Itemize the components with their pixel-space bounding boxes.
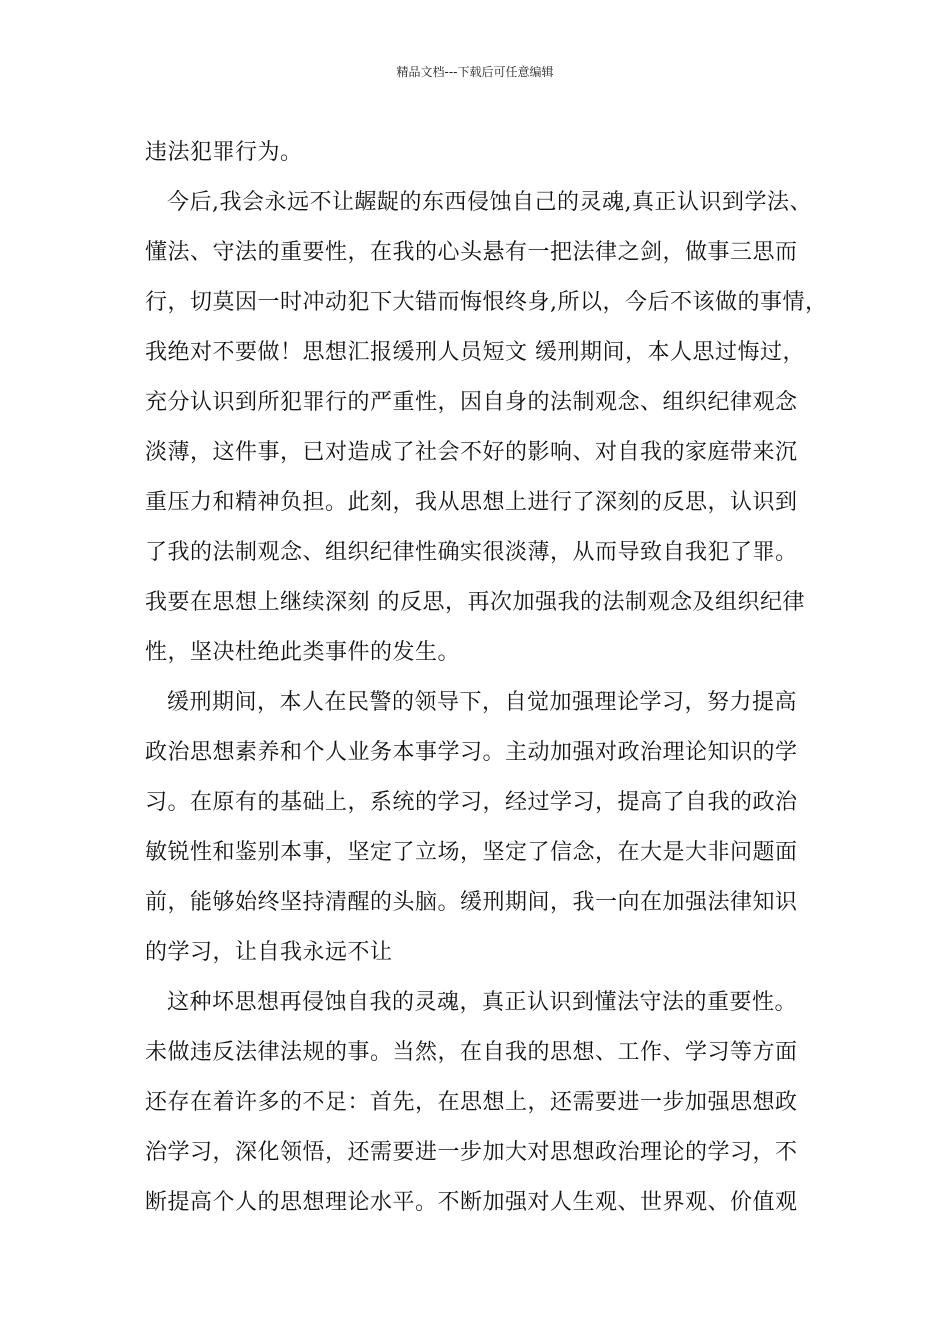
text-line: 前，能够始终坚持清醒的头脑。缓刑期间，我一向在加强法律知识 [145,890,798,915]
text-line: 淡薄，这件事，已对造成了社会不好的影响、对自我的家庭带来沉 [145,440,798,465]
text-line: 性，坚决杜绝此类事件的发生。 [145,640,461,665]
page-header: 精品文档---下载后可任意编辑 [396,65,554,79]
text-line: 了我的法制观念、组织纪律性确实很淡薄，从而导致自我犯了罪。 [145,540,798,565]
text-line: 敏锐性和鉴别本事，坚定了立场，坚定了信念，在大是大非问题面 [145,840,798,865]
text-line: 缓刑期间，本人在民警的领导下，自觉加强理论学习，努力提高 [167,690,798,715]
text-line: 懂法、守法的重要性，在我的心头悬有一把法律之剑，做事三思而 [145,240,798,265]
text-line: 我绝对不要做！思想汇报缓刑人员短文 缓刑期间，本人思过悔过， [145,340,805,365]
text-line: 充分认识到所犯罪行的严重性，因自身的法制观念、组织纪律观念 [145,390,798,415]
document-body [145,128,828,1228]
text-line: 我要在思想上继续深刻 的反思，再次加强我的法制观念及组织纪律 [145,590,805,615]
text-line: 断提高个人的思想理论水平。不断加强对人生观、世界观、价值观 [145,1190,798,1215]
text-line: 还存在着许多的不足：首先，在思想上，还需要进一步加强思想政 [145,1090,798,1115]
text-line: 今后,我会永远不让龌龊的东西侵蚀自己的灵魂,真正认识到学法、 [167,190,812,215]
text-line: 行，切莫因一时冲动犯下大错而悔恨终身,所以，今后不该做的事情， [145,290,828,315]
text-line: 重压力和精神负担。此刻，我从思想上进行了深刻的反思，认识到 [145,490,798,515]
text-line: 这种坏思想再侵蚀自我的灵魂，真正认识到懂法守法的重要性。 [167,990,798,1015]
text-line: 违法犯罪行为。 [145,140,303,165]
text-line: 未做违反法律法规的事。当然，在自我的思想、工作、学习等方面 [145,1040,798,1065]
text-line: 的学习，让自我永远不让 [145,940,393,965]
text-line: 习。在原有的基础上，系统的学习，经过学习，提高了自我的政治 [145,790,798,815]
text-line: 治学习，深化领悟，还需要进一步加大对思想政治理论的学习，不 [145,1140,798,1165]
text-line: 政治思想素养和个人业务本事学习。主动加强对政治理论知识的学 [145,740,798,765]
